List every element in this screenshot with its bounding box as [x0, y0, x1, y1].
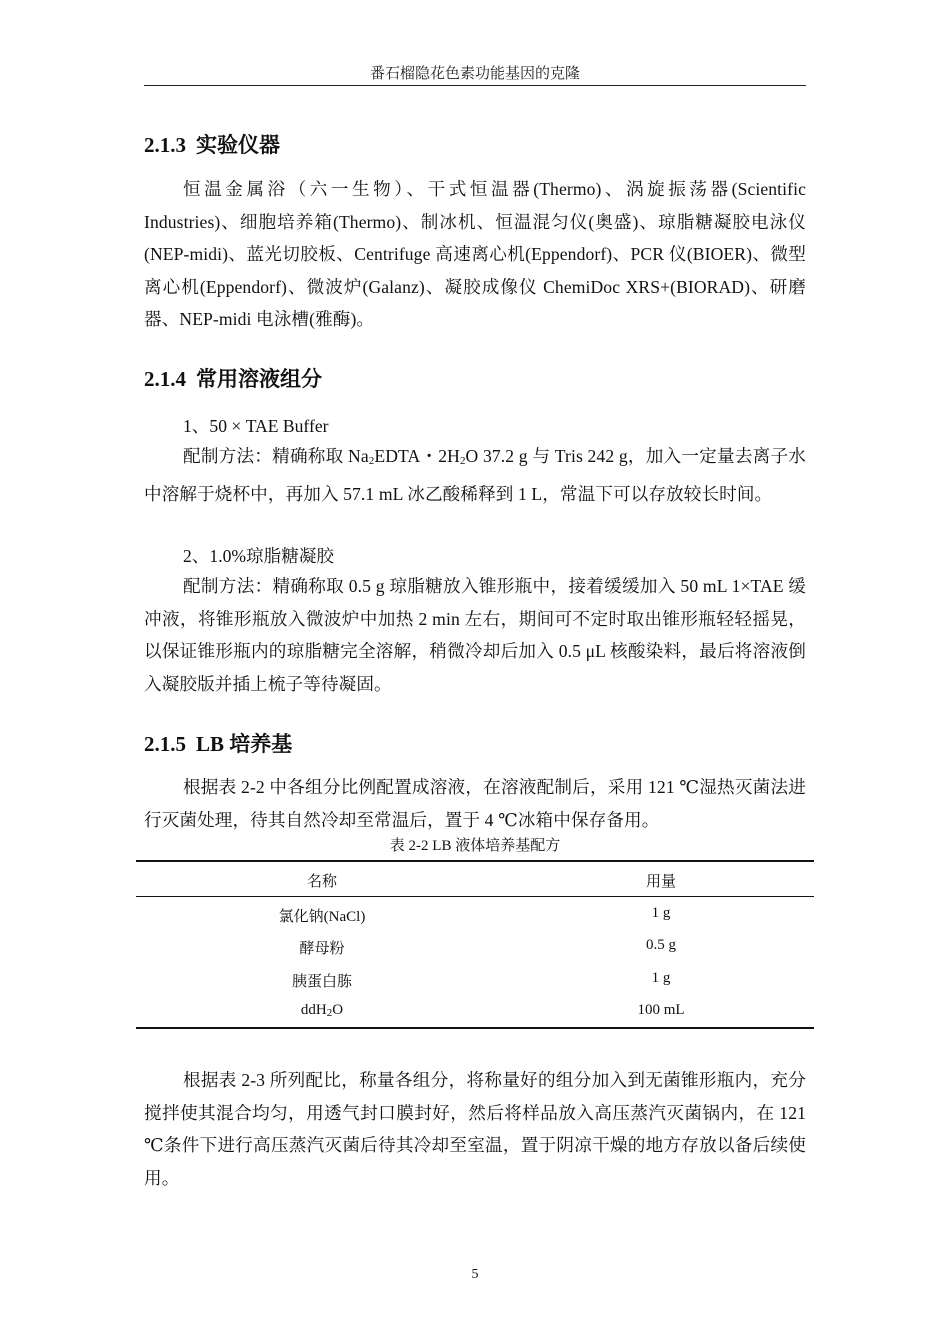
table-cell-name: 氯化钠(NaCl) [278, 909, 366, 925]
table-cell-amount: 100 mL [637, 1002, 685, 1018]
page-number: 5 [471, 1267, 479, 1282]
tae-buffer-title: 1、50 × TAE Buffer [183, 416, 329, 436]
table-header-name: 名称 [306, 874, 337, 890]
section-number: 2.1.3 [144, 133, 186, 157]
table-cell-amount: 1 g [651, 970, 671, 986]
header-rule [144, 85, 806, 86]
tae-buffer-method: 配制方法：精确称取 $Na_2EDTA$・$2H_2O$ 37.2 g 与 Tris 242 g，加入一定量去离子水中溶解于烧杯中，再加入 57.1 mL 冰乙酸稀释到 1 L，常温下可以存放较长时间。 [144, 446, 806, 504]
table-cell-amount: 0.5 g [646, 937, 676, 953]
section-title: LB 培养基 [196, 732, 293, 756]
section-number: 2.1.5 [144, 732, 186, 756]
table-cell-name: 胰蛋白胨 [291, 974, 352, 990]
section-heading-2-1-3 [144, 129, 280, 159]
instruments-paragraph: 恒温金属浴（六一生物）、干式恒温器(Thermo)、涡旋振荡器(Scientific Industries)、细胞培养箱(Thermo)、制冰机、恒温混匀仪(奥盛)、琼脂糖凝胶电泳仪(NEP-midi)、蓝光切胶板、Centrifuge 高速离心机(Eppendorf)、PCR 仪(BIOER)、微型离心机(Eppendorf)、微波炉(Galanz)、凝胶成像仪 ChemiDoc XRS+(BIORAD)、研磨器、NEP-midi 电泳槽(雅酶)。 [144, 179, 806, 329]
section-title: 实验仪器 [196, 133, 280, 157]
table-cell-amount: 1 g [651, 905, 671, 921]
section-title: 常用溶液组分 [196, 367, 322, 391]
section-heading-2-1-4 [144, 363, 322, 393]
table-caption: 表 2-2 LB 液体培养基配方 [389, 838, 561, 854]
running-header: 番石榴隐花色素功能基因的克隆 [369, 66, 580, 82]
section-heading-2-1-5 [144, 728, 292, 758]
table-header-rule [136, 896, 814, 897]
table-top-rule [136, 860, 814, 862]
agarose-gel-title: 2、1.0%琼脂糖凝胶 [183, 546, 335, 566]
table-header-amount: 用量 [645, 874, 676, 890]
table-cell-name: ddH$_2$O [300, 1002, 344, 1019]
section-number: 2.1.4 [144, 367, 186, 391]
agarose-gel-method: 配制方法：精确称取 0.5 g 琼脂糖放入锥形瓶中，接着缓缓加入 50 mL 1×TAE 缓冲液，将锥形瓶放入微波炉中加热 2 min 左右，期间可不定时取出锥形瓶轻轻摇晃，以保证锥形瓶内的琼脂糖完全溶解，稍微冷却后加入 0.5 μL 核酸染料，最后将溶液倒入凝胶版并插上梳子等待凝固。 [144, 576, 806, 694]
sterilization-paragraph: 根据表 2-3 所列配比，称量各组分，将称量好的组分加入到无菌锥形瓶内，充分搅拌使其混合均匀，用透气封口膜封好，然后将样品放入高压蒸汽灭菌锅内，在 121 ℃条件下进行高压蒸汽灭菌后待其冷却至室温，置于阴凉干燥的地方存放以备后续使用。 [144, 1070, 806, 1188]
table-bottom-rule [136, 1027, 814, 1029]
table-cell-name: 酵母粉 [299, 941, 345, 957]
lb-medium-paragraph: 根据表 2-2 中各组分比例配置成溶液，在溶液配制后，采用 121 ℃湿热灭菌法进行灭菌处理，待其自然冷却至常温后，置于 4 ℃冰箱中保存备用。 [144, 777, 806, 830]
